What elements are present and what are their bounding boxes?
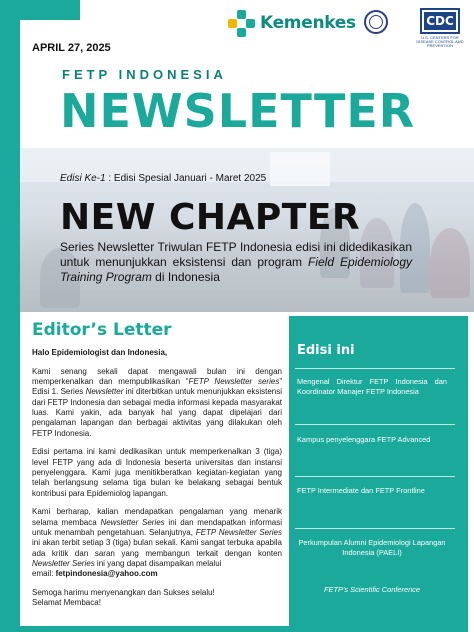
contents-item-2[interactable]: Kampus penyelenggara FETP Advanced (297, 435, 431, 444)
contents-item-3[interactable]: FETP Intermediate dan FETP Frontline (297, 486, 425, 495)
contents-item-5[interactable]: FETP’s Scientific Conference (324, 585, 420, 594)
paragraph-2: Edisi pertama ini kami dedikasikan untuk memperkenalkan 3 (tiga) level FETP yang ada di Indonesia beserta universitas dan instansi penyelenggara. Kami juga menitikberatkan kegiatan-kegiatan yang telah berlangsung selama tiga bulan ke belakang sebagai bentuk kontribusi para Epidemiolog lapangan. (32, 447, 282, 498)
cdc-logo (420, 8, 460, 34)
top-accent-band (0, 0, 80, 20)
cdc-logo-text: CDC (424, 12, 456, 30)
edition-number: Edisi Ke-1 (60, 173, 106, 184)
edition-period: : Edisi Spesial Januari - Maret 2025 (105, 173, 267, 184)
kemenkes-logo-icon (228, 10, 254, 36)
divider (295, 424, 455, 425)
kemenkes-logo (228, 10, 356, 36)
divider (295, 528, 455, 529)
paragraph-3: Kami berharap, kalian mendapatkan pengalaman yang menarik selama membaca Newsletter Series ini dan mendapatkan informasi untuk menambah pengetahuan. Selanjutnya, FETP Newsletter Series ini akan terbit setiap 3 (tiga) bulan sekali. Kami sangat terbuka apabila ada kritik dan saran yang membangun terkait dengan konten Newsletter Series ini yang dapat disampaikan melalui email: fetpindonesia@yahoo.com (32, 507, 283, 579)
left-accent-band (0, 0, 20, 632)
headline: NEW CHAPTER (60, 197, 361, 238)
intro-text: Series Newsletter Triwulan FETP Indonesia edisi ini didedikasikan untuk menunjukkan eksistensi dan program Field Epidemiology Training Program di Indonesia (60, 240, 413, 284)
contents-item-4[interactable]: Perkumpulan Alumni Epidemiologi Lapangan Indonesia (PAELI) (298, 538, 446, 557)
paragraph-1: Kami senang sekali dapat mengawali bulan ini dengan memperkenalkan dan mempublikasikan “FETP Newsletter series” Edisi 1. Series Newsletter ini diterbitkan untuk menunjukkan eksistensi dari FETP Indonesia dan sebagai media informasi kepada masyarakat luas. Kami yakin, ada banyak hal yang dapat dipelajari dari pengalaman lapangan dan berbagai aktivitas yang dilakukan oleh FETP Indonesia. (32, 366, 282, 438)
program-name: FETP INDONESIA (62, 67, 227, 82)
editor-letter-body (32, 348, 282, 617)
divider (295, 476, 455, 477)
contact-email[interactable]: fetpindonesia@yahoo.com (55, 569, 158, 579)
contents-item-1[interactable]: Mengenal Direktur FETP Indonesia dan Koordinator Manajer FETP Indonesia (297, 377, 447, 396)
seal-inner-ring (369, 15, 383, 29)
bottom-accent-band (20, 626, 290, 632)
edition-line (60, 173, 266, 184)
newsletter-title: NEWSLETTER (60, 84, 416, 138)
kemenkes-logo-text: Kemenkes (260, 13, 356, 33)
contents-title: Edisi ini (297, 343, 355, 358)
closing: Semoga harimu menyenangkan dan Sukses selalu! Selamat Membaca! (32, 587, 215, 608)
issue-date: APRIL 27, 2025 (32, 42, 111, 54)
cdc-logo-subtitle: U.S. CENTERS FOR DISEASE CONTROL AND PREVENTION (416, 35, 464, 48)
divider (295, 368, 455, 369)
editor-letter-title: Editor’s Letter (32, 320, 172, 340)
greeting: Halo Epidemiologist dan Indonesia, (32, 348, 168, 357)
